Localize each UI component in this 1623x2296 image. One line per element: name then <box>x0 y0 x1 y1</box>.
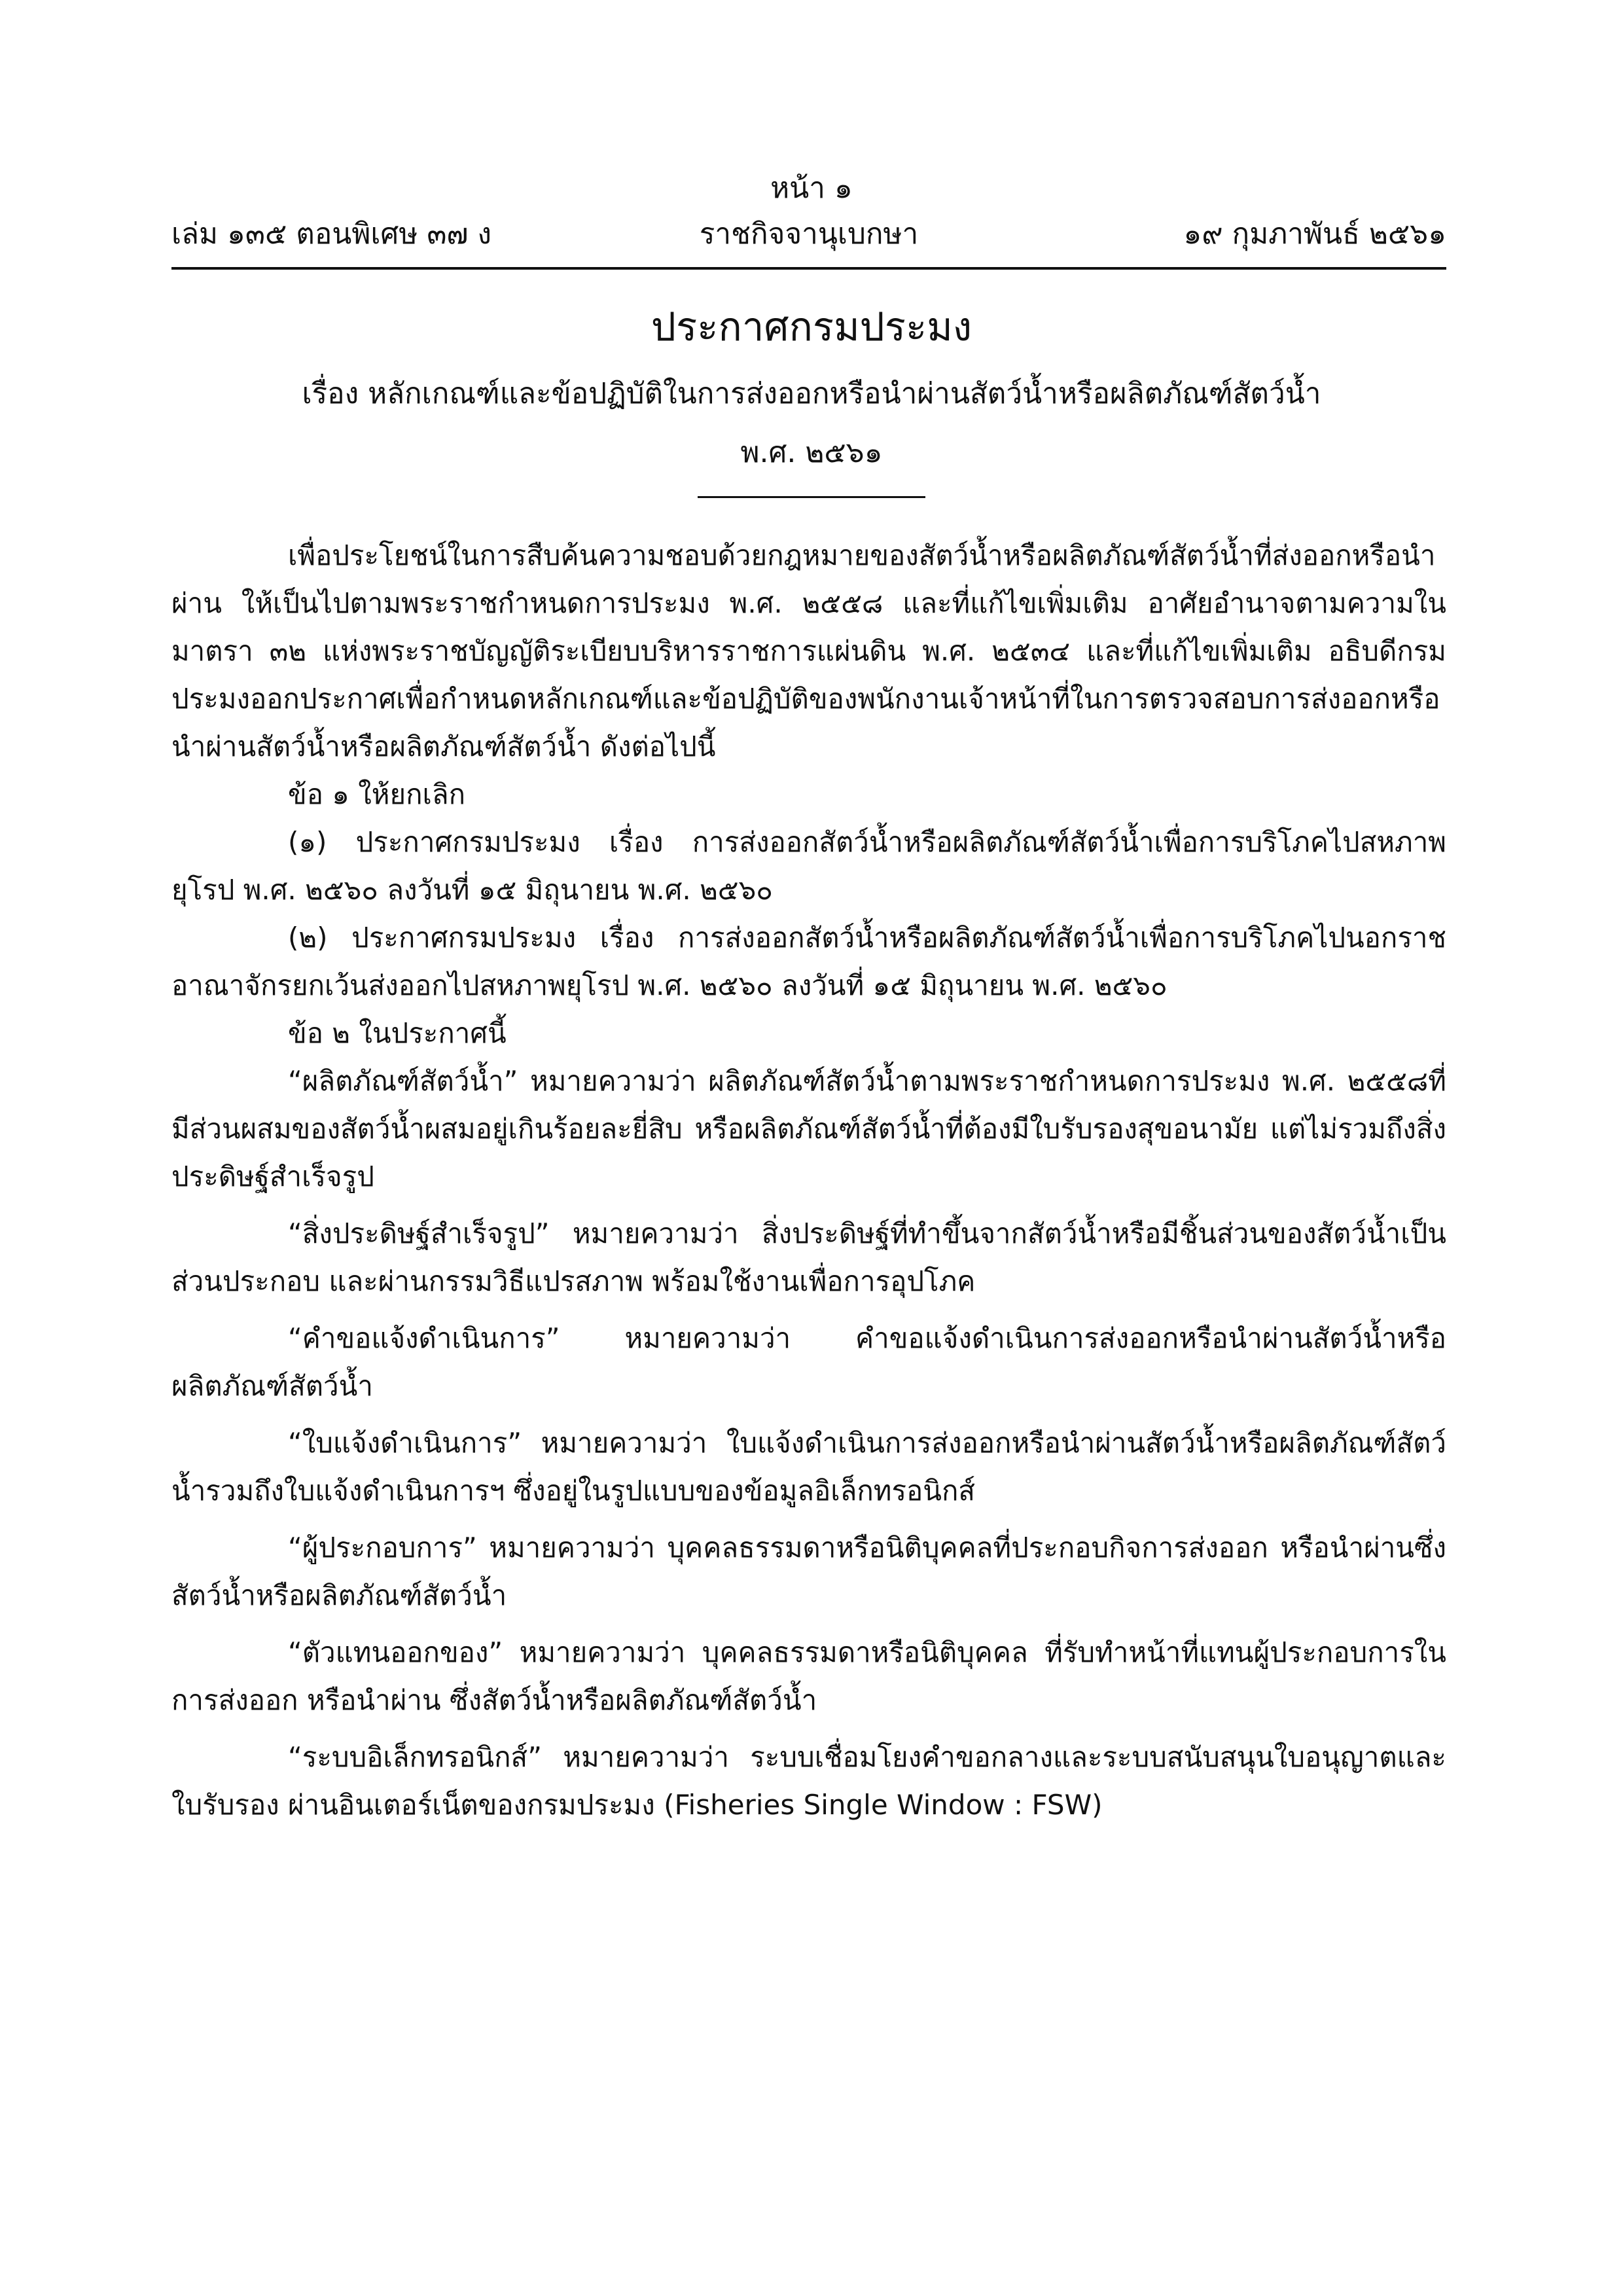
definition-aquatic-product: “ผลิตภัณฑ์สัตว์น้ำ” หมายความว่า ผลิตภัณฑ์สัตว์น้ำตามพระราชกำหนดการประมง พ.ศ. ๒๕๕๘ที่มีส่วนผสมของสัตว์น้ำผสมอยู่เกินร้อยละยี่สิบ หรือผลิตภัณฑ์สัตว์น้ำที่ต้องมีใบรับรองสุขอนามัย แต่ไม่รวมถึงสิ่งประดิษฐ์สำเร็จรูป <box>171 1065 1446 1193</box>
document-subject: เรื่อง หลักเกณฑ์และข้อปฏิบัติในการส่งออกหรือนำผ่านสัตว์น้ำหรือผลิตภัณฑ์สัตว์น้ำ <box>302 377 1321 410</box>
clause-2-heading: ข้อ ๒ ในประกาศนี้ <box>288 1017 507 1049</box>
document-body <box>171 531 1446 1829</box>
volume-issue: เล่ม ๑๓๕ ตอนพิเศษ ๓๗ ง <box>171 217 491 251</box>
header-divider <box>171 267 1446 270</box>
definition-finished-article: “สิ่งประดิษฐ์สำเร็จรูป” หมายความว่า สิ่งประดิษฐ์ที่ทำขึ้นจากสัตว์น้ำหรือมีชิ้นส่วนของสัตว์น้ำเป็นส่วนประกอบ และผ่านกรรมวิธีแปรสภาพ พร้อมใช้งานเพื่อการอุปโภค <box>171 1217 1446 1297</box>
title-divider <box>698 496 925 498</box>
clause-1-item-1: (๑) ประกาศกรมประมง เรื่อง การส่งออกสัตว์น้ำหรือผลิตภัณฑ์สัตว์น้ำเพื่อการบริโภคไปสหภาพยุโรป พ.ศ. ๒๕๖๐ ลงวันที่ ๑๕ มิถุนายน พ.ศ. ๒๕๖๐ <box>171 826 1446 906</box>
gazette-header <box>171 215 1446 260</box>
page-number: หน้า ๑ <box>770 171 853 205</box>
clause-1-item-2: (๒) ประกาศกรมประมง เรื่อง การส่งออกสัตว์น้ำหรือผลิตภัณฑ์สัตว์น้ำเพื่อการบริโภคไปนอกราชอาณาจักรยกเว้นส่งออกไปสหภาพยุโรป พ.ศ. ๒๕๖๐ ลงวันที่ ๑๕ มิถุนายน พ.ศ. ๒๕๖๐ <box>171 922 1446 1001</box>
definition-notice: “ใบแจ้งดำเนินการ” หมายความว่า ใบแจ้งดำเนินการส่งออกหรือนำผ่านสัตว์น้ำหรือผลิตภัณฑ์สัตว์น้ำรวมถึงใบแจ้งดำเนินการฯ ซึ่งอยู่ในรูปแบบของข้อมูลอิเล็กทรอนิกส์ <box>171 1427 1446 1507</box>
document-title: ประกาศกรมประมง <box>651 304 972 350</box>
clause-1-heading: ข้อ ๑ ให้ยกเลิก <box>288 778 466 810</box>
definition-operator: “ผู้ประกอบการ” หมายความว่า บุคคลธรรมดาหรือนิติบุคคลที่ประกอบกิจการส่งออก หรือนำผ่านซึ่งสัตว์น้ำหรือผลิตภัณฑ์สัตว์น้ำ <box>171 1532 1446 1611</box>
document-year: พ.ศ. ๒๕๖๑ <box>740 436 883 469</box>
gazette-name: ราชกิจจานุเบกษา <box>699 217 919 251</box>
publication-date: ๑๙ กุมภาพันธ์ ๒๕๖๑ <box>1183 217 1446 251</box>
definition-electronic-system: “ระบบอิเล็กทรอนิกส์” หมายความว่า ระบบเชื่อมโยงคำขอกลางและระบบสนับสนุนใบอนุญาตและใบรับรอง ผ่านอินเตอร์เน็ตของกรมประมง (Fisheries Single Window : FSW) <box>171 1741 1446 1821</box>
definition-agent: “ตัวแทนออกของ” หมายความว่า บุคคลธรรมดาหรือนิติบุคคล ที่รับทำหน้าที่แทนผู้ประกอบการในการส่งออก หรือนำผ่าน ซึ่งสัตว์น้ำหรือผลิตภัณฑ์สัตว์น้ำ <box>171 1636 1446 1716</box>
definition-request: “คำขอแจ้งดำเนินการ” หมายความว่า คำขอแจ้งดำเนินการส่งออกหรือนำผ่านสัตว์น้ำหรือผลิตภัณฑ์สัตว์น้ำ <box>171 1322 1446 1402</box>
preamble-paragraph: เพื่อประโยชน์ในการสืบค้นความชอบด้วยกฎหมายของสัตว์น้ำหรือผลิตภัณฑ์สัตว์น้ำที่ส่งออกหรือนำผ่าน ให้เป็นไปตามพระราชกำหนดการประมง พ.ศ. ๒๕๕๘ และที่แก้ไขเพิ่มเติม อาศัยอำนาจตามความในมาตรา ๓๒ แห่งพระราชบัญญัติระเบียบบริหารราชการแผ่นดิน พ.ศ. ๒๕๓๔ และที่แก้ไขเพิ่มเติม อธิบดีกรมประมงออกประกาศเพื่อกำหนดหลักเกณฑ์และข้อปฏิบัติของพนักงานเจ้าหน้าที่ในการตรวจสอบการส่งออกหรือนำผ่านสัตว์น้ำหรือผลิตภัณฑ์สัตว์น้ำ ดังต่อไปนี้ <box>171 539 1446 762</box>
